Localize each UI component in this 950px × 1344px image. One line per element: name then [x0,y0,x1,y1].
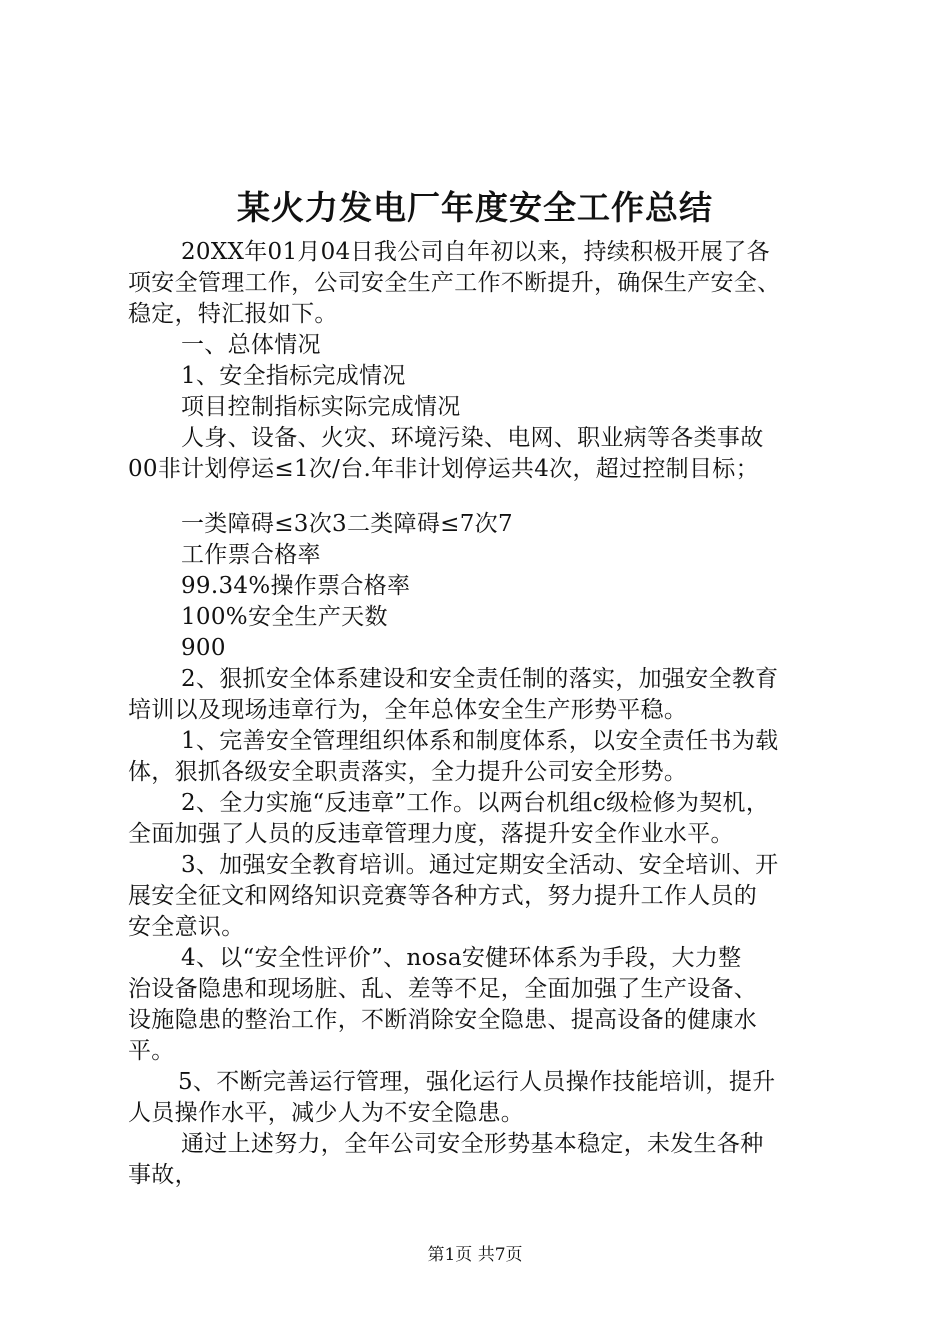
body-line: 900 [181,635,226,661]
body-line: 人身、设备、火灾、环境污染、电网、职业病等各类事故 [181,425,764,451]
body-line: 治设备隐患和现场脏、乱、差等不足，全面加强了生产设备、 [128,976,758,1002]
body-line: 一类障碍≤3次3二类障碍≤7次7 [181,511,513,537]
body-line: 工作票合格率 [181,542,321,568]
body-line: 展安全征文和网络知识竞赛等各种方式，努力提升工作人员的 [128,883,758,909]
body-line: 培训以及现场违章行为，全年总体安全生产形势平稳。 [128,697,688,723]
body-line: 一、总体情况 [181,332,321,358]
body-line: 1、完善安全管理组织体系和制度体系，以安全责任书为载 [181,728,779,754]
body-line: 平。 [128,1038,175,1064]
body-line: 2、全力实施“反违章”工作。以两台机组c级检修为契机， [181,790,770,816]
body-line: 人员操作水平，减少人为不安全隐患。 [128,1100,525,1126]
body-line: 全面加强了人员的反违章管理力度，落提升安全作业水平。 [128,821,734,847]
body-line: 5、不断完善运行管理，强化运行人员操作技能培训，提升 [178,1069,776,1095]
body-line: 00非计划停运≤1次/台.年非计划停运共4次，超过控制目标； [128,456,759,482]
page-footer: 第1页 共7页 [427,1245,523,1265]
body-line: 99.34%操作票合格率 [181,573,411,599]
body-line: 设施隐患的整治工作，不断消除安全隐患、提高设备的健康水 [128,1007,758,1033]
body-line: 体，狠抓各级安全职责落实，全力提升公司安全形势。 [128,759,688,785]
body-line: 100%安全生产天数 [181,604,388,630]
body-line: 3、加强安全教育培训。通过定期安全活动、安全培训、开 [181,852,779,878]
body-line: 安全意识。 [128,914,245,940]
body-line: 通过上述努力，全年公司安全形势基本稳定，未发生各种 [181,1131,764,1157]
body-line: 项目控制指标实际完成情况 [181,394,461,420]
body-line: 事故， [128,1162,198,1188]
body-line: 2、狠抓安全体系建设和安全责任制的落实，加强安全教育 [181,666,779,692]
body-line: 稳定，特汇报如下。 [128,301,338,327]
body-line: 20XX年01月04日我公司自年初以来，持续积极开展了各 [181,239,770,265]
body-line: 4、以“安全性评价”、nosa安健环体系为手段，大力整 [181,945,742,971]
document-title: 某火力发电厂年度安全工作总结 [237,188,713,227]
body-line: 1、安全指标完成情况 [181,363,406,389]
body-line: 项安全管理工作，公司安全生产工作不断提升，确保生产安全、 [128,270,781,296]
